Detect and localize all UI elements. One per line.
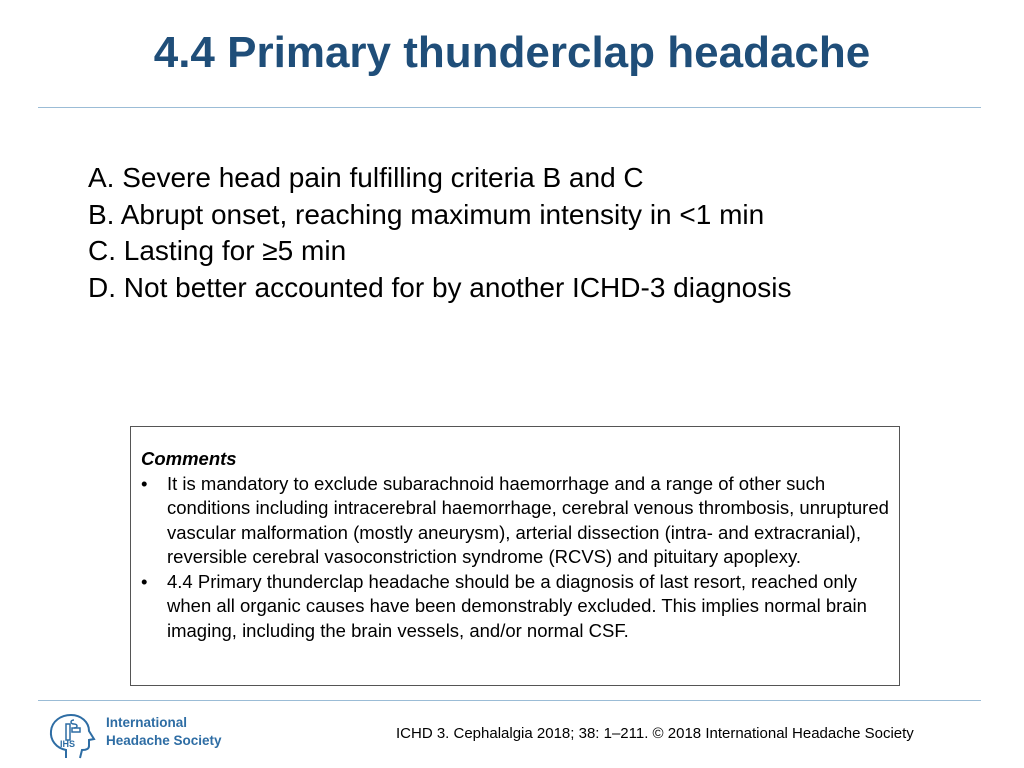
criteria-list: [88, 160, 968, 306]
citation: ICHD 3. Cephalalgia 2018; 38: 1–211. © 2018 International Headache Society: [396, 725, 914, 742]
comment-item: [141, 472, 889, 570]
bottom-divider: [38, 700, 981, 701]
comments-heading: Comments: [141, 448, 237, 469]
comment-item: [141, 570, 889, 644]
criterion-d: D. Not better accounted for by another ICHD-3 diagnosis: [88, 271, 792, 303]
criterion-c: C. Lasting for ≥5 min: [88, 235, 347, 266]
logo-line-2: Headache Society: [106, 733, 222, 748]
top-divider: [38, 107, 981, 108]
comment-text: 4.4 Primary thunderclap headache should be a diagnosis of last resort, reached only when all organic causes have been demonstrably excluded. This implies normal brain imaging, including the brain vessels, and/or normal CSF.: [167, 570, 867, 641]
bullet-icon: •: [141, 472, 148, 494]
criterion-b: B. Abrupt onset, reaching maximum intensity in <1 min: [88, 198, 765, 230]
logo-line-1: International: [106, 715, 188, 730]
criterion-a: A. Severe head pain fulfilling criteria B and C: [88, 162, 644, 193]
ihs-logo: [44, 712, 234, 762]
comment-text: It is mandatory to exclude subarachnoid haemorrhage and a range of other such conditions including intracerebral haemorrhage, cerebral venous thrombosis, unruptured vascular malformation (mostly aneurysm), arterial dissection (intra- and extracranial), reversible cerebral vasoconstriction syndrome (RCVS) and pituitary apoplexy.: [167, 472, 889, 567]
slide-title: 4.4 Primary thunderclap headache: [153, 28, 871, 77]
logo-initials: IHS: [60, 739, 76, 749]
logo-wordmark: [106, 714, 222, 750]
comments-box: [130, 426, 900, 686]
comments-list: [141, 472, 889, 644]
head-profile-icon: [44, 712, 104, 762]
bullet-icon: •: [141, 570, 148, 592]
